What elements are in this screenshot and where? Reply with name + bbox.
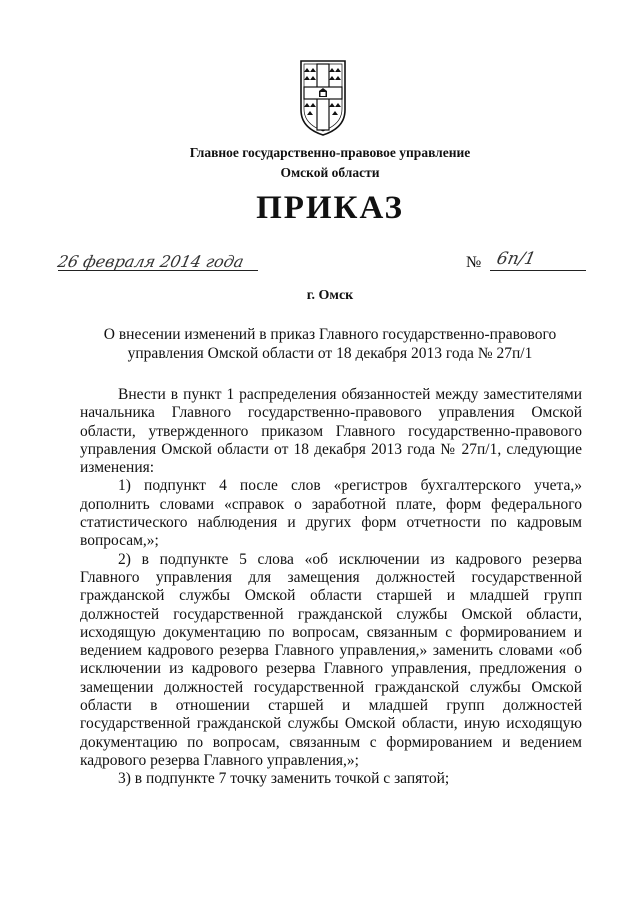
date-underline: [58, 270, 258, 271]
order-date: 26 февраля 2014 года: [55, 252, 246, 271]
organization-name-line1: Главное государственно-правовое управление: [189, 145, 471, 160]
organization-name-line2: Омской области: [280, 165, 380, 180]
number-underline: [490, 270, 586, 271]
order-body: [80, 386, 582, 789]
body-paragraph: 2) в подпункте 5 слова «об исключении из кадрового резерва Главного управления для замещения должностей государственной гражданской службы Омской области старшей и младшей групп должностей государственной гражданской службы Омской области, исходящую документацию по вопросам, связанным с формированием и ведением кадрового резерва Главного управления,» заменить словами «об исключении из кадрового резерва Главного управления, предложения о замещении должностей государственной гражданской службы Омской области в отношении старшей и младшей групп должностей государственной гражданской службы Омской области, иную исходящую документацию по вопросам, связанным с формированием и ведением кадрового резерва Главного управления,»;: [80, 550, 582, 769]
order-number: 6п/1: [494, 249, 538, 269]
order-subject: О внесении изменений в приказ Главного государственно-правового управления Омской области от 18 декабря 2013 года № 27п/1: [103, 326, 557, 362]
body-paragraph: Внести в пункт 1 распределения обязанностей между заместителями начальника Главного государственно-правового управления Омской области, утвержденного приказом Главного государственно-правового управления Омской области от 18 декабря 2013 года № 27п/1, следующие изменения:: [80, 386, 582, 477]
body-paragraph: 1) подпункт 4 после слов «регистров бухгалтерского учета,» дополнить словами «справок о заработной плате, форм федерального статистического наблюдения и других форм отчетности по кадровым вопросам,»;: [80, 477, 582, 550]
coat-of-arms-emblem: [298, 58, 348, 138]
body-paragraph: 3) в подпункте 7 точку заменить точкой с запятой;: [118, 770, 450, 788]
number-label: №: [466, 254, 482, 271]
document-title: ПРИКАЗ: [256, 190, 404, 226]
city: г. Омск: [306, 288, 354, 303]
